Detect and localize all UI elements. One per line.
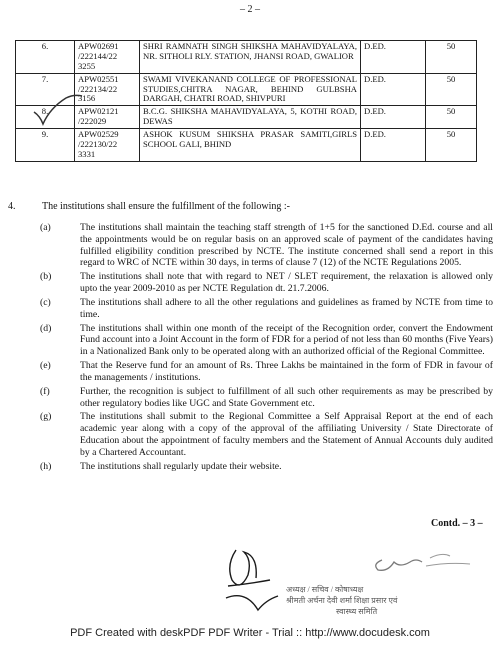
page-number: – 2 – — [240, 4, 260, 15]
condition-label: (e) — [40, 360, 51, 372]
condition-item — [40, 222, 493, 269]
condition-label: (a) — [40, 222, 51, 233]
code-cell: APW02691 /222144/22 3255 — [75, 41, 140, 74]
condition-text: The institutions shall submit to the Regional Committee a Self Appraisal Report at the end of each academic year along with a copy of the approval of the affiliating University / State Directorate of Education about the appointment of faculty members and the Statement of Annual Accounts duly audited by a Chartered Accountant. — [80, 411, 493, 458]
serial-cell: 7. — [16, 73, 75, 106]
code-cell: APW02529 /222130/22 3331 — [75, 129, 140, 162]
condition-text: The institutions shall regularly update their website. — [80, 460, 282, 472]
institution-cell: SWAMI VIVEKANAND COLLEGE OF PROFESSIONAL STUDIES,CHITRA NAGAR, BEHIND GULBSHA DARGAH, CHATRI ROAD, SHIVPURI — [140, 73, 361, 106]
condition-item — [40, 360, 493, 384]
course-cell: D.ED. — [361, 106, 426, 129]
intake-cell: 50 — [426, 129, 477, 162]
section-lead: The institutions shall ensure the fulfillment of the following :- — [42, 201, 291, 212]
intake-cell: 50 — [426, 41, 477, 74]
condition-text: The institutions shall adhere to all the other regulations and guidelines as framed by NCTE from time to time. — [80, 296, 493, 320]
condition-text: That the Reserve fund for an amount of Rs. Three Lakhs be maintained in the form of FDR in favour of the managements / institutions. — [80, 360, 493, 383]
condition-label: (g) — [40, 411, 52, 423]
pdf-footer: PDF Created with deskPDF PDF Writer - Trial :: http://www.docudesk.com — [70, 627, 430, 639]
course-cell: D.ED. — [361, 129, 426, 162]
condition-label: (h) — [40, 460, 52, 472]
condition-item — [40, 271, 493, 295]
condition-label: (f) — [40, 385, 50, 397]
institution-cell: SHRI RAMNATH SINGH SHIKSHA MAHAVIDYALAYA, NR. SITHOLI RLY. STATION, JHANSI ROAD, GWALIOR — [140, 41, 361, 74]
signature-left — [218, 520, 288, 615]
stamp-line-1: अध्यक्ष / सचिव / कोषाध्यक्ष — [286, 585, 364, 594]
intake-cell: 50 — [426, 106, 477, 129]
condition-text: Further, the recognition is subject to fulfillment of all such other requirements as may be prescribed by other regulatory bodies like UGC and State Government etc. — [80, 385, 493, 409]
stamp-line-2: श्रीमती अर्चना देवी शर्मा शिक्षा प्रसार एवं — [286, 595, 398, 605]
institution-cell: ASHOK KUSUM SHIKSHA PRASAR SAMITI,GIRLS SCHOOL GALI, BHIND — [140, 129, 361, 162]
condition-text: The institutions shall within one month of the receipt of the Recognition order, convert the Endowment Fund account into a Joint Account in the form of FDR for a period of not less than 60 months (Five Years) in a Nationalized Bank only to be operated along with an authorized official of the Regional Committee. — [80, 322, 493, 358]
condition-item — [40, 411, 493, 458]
condition-label: (b) — [40, 271, 52, 283]
intake-cell: 50 — [426, 73, 477, 106]
condition-text: The institutions shall note that with regard to NET / SLET requirement, the relaxation is allowed only upto the year 2009-2010 as per NCTE Regulation dt. 21.7.2006. — [80, 271, 493, 295]
table-row — [16, 41, 477, 74]
condition-item — [40, 386, 493, 410]
section-number: 4. — [8, 201, 16, 212]
condition-text: The institutions shall maintain the teaching staff strength of 1+5 for the sanctioned D.Ed. course and all the appointments would be on regular basis on an approved scale of payment of the candidates having fulfilled eligibility condition prescribed by NCTE. The institute concerned shall send a report in this regard to WRC of NCTE within 30 days, in terms of clause 7 (12) of the NCTE Regulations 2005. — [80, 222, 493, 269]
table-row — [16, 129, 477, 162]
condition-label: (d) — [40, 322, 52, 334]
condition-item — [40, 297, 493, 321]
code-cell: APW02121 /222029 — [75, 106, 140, 129]
serial-cell: 8. — [16, 106, 75, 129]
stamp-line-3: स्वास्थ्य समिति — [336, 606, 378, 616]
condition-item — [40, 461, 493, 473]
serial-cell: 6. — [16, 41, 75, 74]
continued-note: Contd. – 3 – — [431, 518, 483, 529]
code-cell: APW02551 /222134/22 3156 — [75, 73, 140, 106]
handwritten-checkmark — [30, 90, 90, 130]
condition-item — [40, 323, 493, 358]
condition-label: (c) — [40, 296, 51, 308]
conditions-list — [40, 222, 493, 475]
serial-cell: 9. — [16, 129, 75, 162]
official-stamp — [286, 585, 486, 617]
course-cell: D.ED. — [361, 41, 426, 74]
institution-cell: B.C.G. SHIKSHA MAHAVIDYALAYA, 5, KOTHI ROAD, DEWAS — [140, 106, 361, 129]
course-cell: D.ED. — [361, 73, 426, 106]
